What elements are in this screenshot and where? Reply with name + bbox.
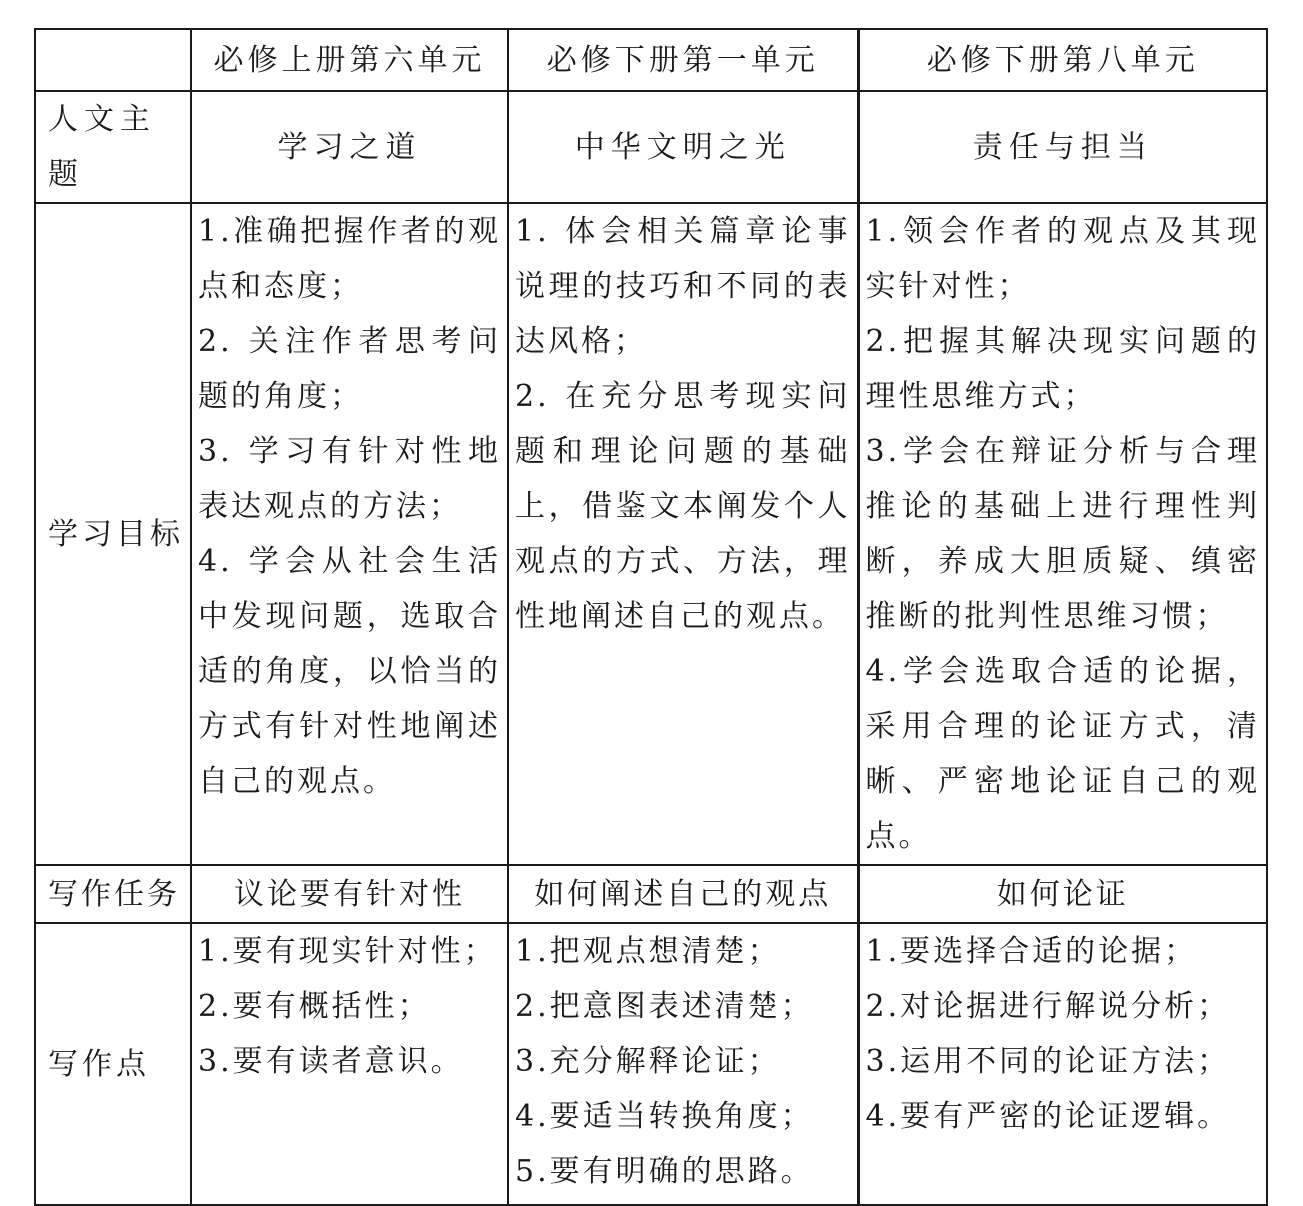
- theme-col-1: 学习之道: [191, 91, 508, 203]
- point-item: 2.把意图表述清楚；: [515, 989, 814, 1024]
- goal-item: 2. 在充分思考现实问题和理论问题的基础上，借鉴文本阐发个人观点的方式、方法，理性地阐述自己的观点。: [515, 379, 851, 634]
- points-row: [35, 923, 1267, 1205]
- theme-row: [35, 91, 1267, 203]
- points-col-2: [508, 923, 858, 1205]
- task-col-3: 如何论证: [858, 865, 1267, 923]
- header-corner-cell: [35, 29, 191, 91]
- points-col-1: [191, 923, 508, 1205]
- goals-col-1-list: [198, 204, 501, 809]
- point-item: 2.对论据进行解说分析；: [865, 989, 1231, 1024]
- task-row: [35, 865, 1267, 923]
- goal-item: 2. 关注作者思考问题的角度；: [198, 324, 501, 414]
- points-col-2-list: [515, 924, 851, 1199]
- theme-label: 人文主题: [35, 91, 191, 203]
- point-item: 3.充分解释论证；: [515, 1044, 781, 1079]
- goals-label: 学习目标: [35, 203, 191, 865]
- goal-item: 1.准确把握作者的观点和态度；: [198, 214, 501, 304]
- goal-item: 4. 学会从社会生活中发现问题，选取合适的角度，以恰当的方式有针对性地阐述自己的观点。: [198, 544, 501, 799]
- points-label: 写作点: [35, 923, 191, 1205]
- goal-item: 1. 体会相关篇章论事说理的技巧和不同的表达风格；: [515, 214, 851, 359]
- goals-col-1: [191, 203, 508, 865]
- goals-col-3: [858, 203, 1267, 865]
- task-col-1: 议论要有针对性: [191, 865, 508, 923]
- theme-col-2: 中华文明之光: [508, 91, 858, 203]
- task-col-2: 如何阐述自己的观点: [508, 865, 858, 923]
- header-col-1: 必修上册第六单元: [191, 29, 508, 91]
- theme-col-3: 责任与担当: [858, 91, 1267, 203]
- goal-item: 1.领会作者的观点及其现实针对性；: [865, 214, 1260, 304]
- task-label: 写作任务: [35, 865, 191, 923]
- curriculum-table: [34, 28, 1268, 1206]
- point-item: 2.要有概括性；: [198, 989, 431, 1024]
- goals-col-2-list: [515, 204, 851, 644]
- goal-item: 3.学会在辩证分析与合理推论的基础上进行理性判断，养成大胆质疑、缜密推断的批判性思维习惯；: [865, 434, 1260, 634]
- point-item: 4.要有严密的论证逻辑。: [865, 1099, 1231, 1134]
- point-item: 1.把观点想清楚；: [515, 934, 781, 969]
- header-row: [35, 29, 1267, 91]
- goal-item: 4.学会选取合适的论据，采用合理的论证方式，清晰、严密地论证自己的观点。: [865, 654, 1260, 854]
- goals-col-2: [508, 203, 858, 865]
- point-item: 3.要有读者意识。: [198, 1044, 464, 1079]
- point-item: 3.运用不同的论证方法；: [865, 1044, 1231, 1079]
- goals-row: [35, 203, 1267, 865]
- points-col-1-list: [198, 924, 501, 1089]
- goal-item: 3. 学习有针对性地表达观点的方法；: [198, 434, 501, 524]
- point-item: 5.要有明确的思路。: [515, 1154, 814, 1189]
- points-col-3: [858, 923, 1267, 1205]
- header-col-2: 必修下册第一单元: [508, 29, 858, 91]
- point-item: 1.要有现实针对性；: [198, 934, 497, 969]
- point-item: 4.要适当转换角度；: [515, 1099, 814, 1134]
- goals-col-3-list: [866, 204, 1261, 864]
- point-item: 1.要选择合适的论据；: [865, 934, 1198, 969]
- goal-item: 2.把握其解决现实问题的理性思维方式；: [865, 324, 1260, 414]
- points-col-3-list: [866, 924, 1261, 1144]
- header-col-3: 必修下册第八单元: [858, 29, 1267, 91]
